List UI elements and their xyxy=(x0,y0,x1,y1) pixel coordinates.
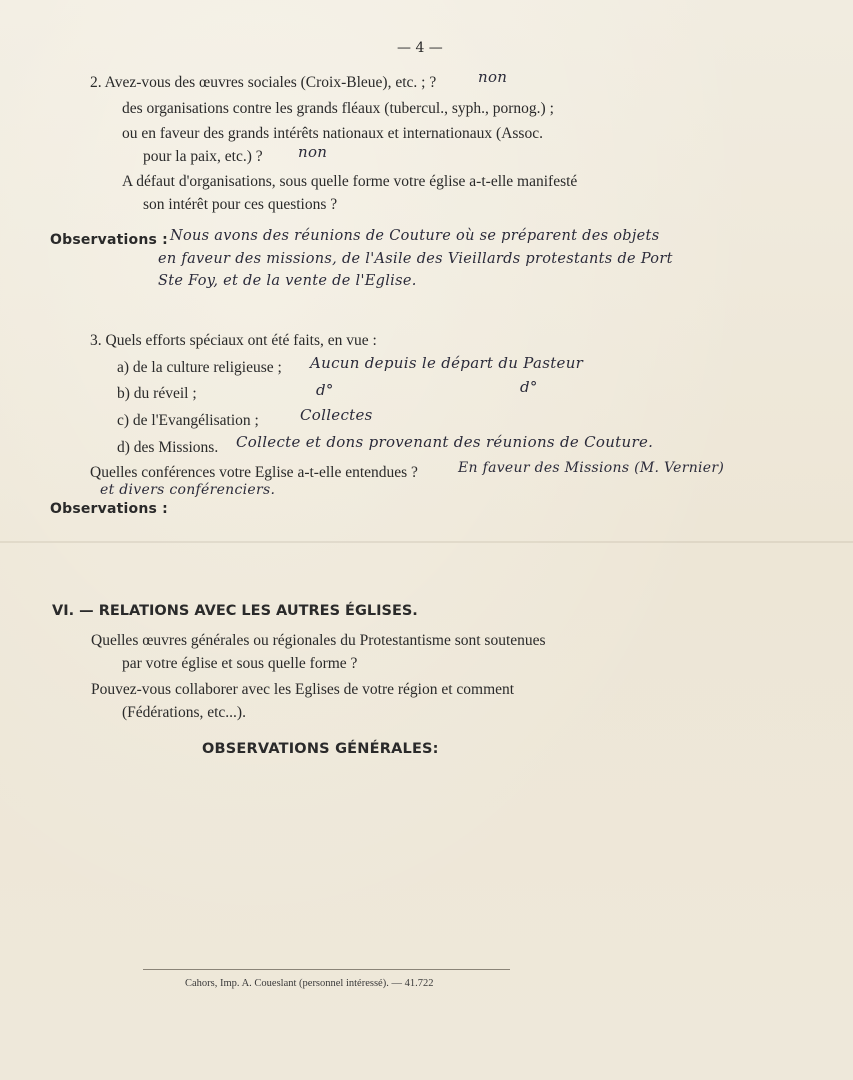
q3-d-label: d) des Missions. xyxy=(117,439,219,456)
q2-line1: 2. Avez-vous des œuvres sociales (Croix-Bleue), etc. ; ? xyxy=(90,74,437,91)
q3-a-label: a) de la culture religieuse ; xyxy=(117,359,282,376)
section6-line2: par votre église et sous quelle forme ? xyxy=(122,655,358,672)
observations-handwriting-3: Ste Foy, et de la vente de l'Eglise. xyxy=(158,273,417,289)
q3-conferences-answer-2: et divers conférenciers. xyxy=(100,482,276,498)
observations-handwriting-2: en faveur des missions, de l'Asile des Vieillards protestants de Port xyxy=(158,251,673,267)
page-number: — 4 — xyxy=(397,40,443,56)
page-fold xyxy=(0,541,853,543)
q3-b-answer-1: d° xyxy=(316,381,334,399)
q3-b-answer-2: d° xyxy=(520,378,538,396)
q2-line5: A défaut d'organisations, sous quelle forme votre église a-t-elle manifesté xyxy=(122,173,578,190)
section6-line4: (Fédérations, etc...). xyxy=(122,704,246,721)
q2-line6: son intérêt pour ces questions ? xyxy=(143,196,338,213)
observations-label-1: Observations : xyxy=(50,232,168,248)
q2-answer1: non xyxy=(478,68,508,86)
q3-a-answer: Aucun depuis le départ du Pasteur xyxy=(310,354,584,372)
section6-heading xyxy=(52,602,418,620)
observations-handwriting-1: Nous avons des réunions de Couture où se préparent des objets xyxy=(170,228,660,244)
q3-line1: 3. Quels efforts spéciaux ont été faits, en vue : xyxy=(90,332,377,349)
general-observations-heading: OBSERVATIONS GÉNÉRALES: xyxy=(202,741,439,757)
section6-line3: Pouvez-vous collaborer avec les Eglises de votre région et comment xyxy=(91,681,515,698)
printer-footer: Cahors, Imp. A. Coueslant (personnel intéressé). — 41.722 xyxy=(185,978,434,989)
section6-line1: Quelles œuvres générales ou régionales du Protestantisme sont soutenues xyxy=(91,632,546,649)
q2-answer2: non xyxy=(298,143,328,161)
q3-conferences-label: Quelles conférences votre Eglise a-t-elle entendues ? xyxy=(90,464,418,481)
q2-line3: ou en faveur des grands intérêts nationaux et internationaux (Assoc. xyxy=(122,125,543,142)
q2-line2: des organisations contre les grands fléaux (tubercul., syph., pornog.) ; xyxy=(122,100,554,117)
q2-line4: pour la paix, etc.) ? xyxy=(143,148,263,165)
observations-label-2: Observations : xyxy=(50,501,168,517)
q3-c-label: c) de l'Evangélisation ; xyxy=(117,412,259,429)
section6-heading-text: VI. — RELATIONS AVEC LES AUTRES ÉGLISES. xyxy=(52,603,418,619)
q3-d-answer: Collecte et dons provenant des réunions de Couture. xyxy=(236,433,654,451)
q3-conferences-answer-1: En faveur des Missions (M. Vernier) xyxy=(458,460,725,476)
q3-c-answer: Collectes xyxy=(300,406,373,424)
footer-rule xyxy=(143,969,510,970)
q3-b-label: b) du réveil ; xyxy=(117,385,197,402)
